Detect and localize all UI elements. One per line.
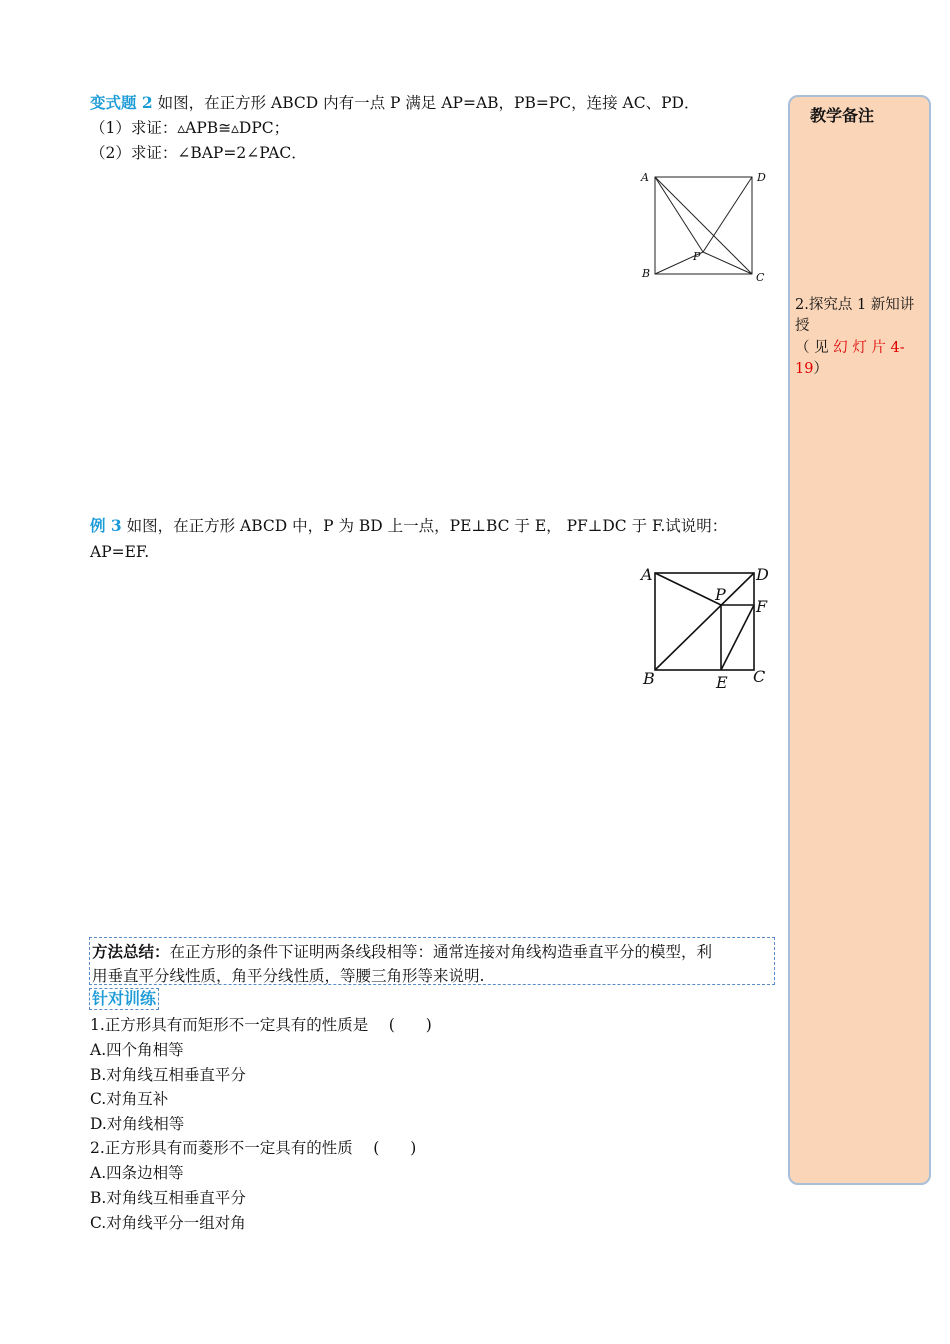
fig1-label-p: P bbox=[693, 250, 701, 263]
variant2-q1: （1）求证：▵APB≅▵DPC； bbox=[90, 119, 290, 137]
training-q1-option-a: A.四个角相等 bbox=[90, 1041, 184, 1059]
training-q1: 1.正方形具有而矩形不一定具有的性质是 ( ) bbox=[90, 1016, 432, 1034]
variant2-label: 变式题 2 bbox=[90, 93, 153, 112]
segment-ap bbox=[655, 177, 703, 252]
fig2-label-a: A bbox=[641, 565, 653, 584]
training-q2-option-b: B.对角线互相垂直平分 bbox=[90, 1189, 246, 1207]
sidebar-slide-ref: 幻 灯 片 4- bbox=[833, 340, 905, 356]
example3-stem-line bbox=[90, 516, 727, 536]
sidebar-note-3 bbox=[795, 337, 905, 359]
sidebar-note-4-post: ） bbox=[813, 361, 828, 377]
segment-ef bbox=[721, 605, 754, 670]
teaching-notes-sidebar bbox=[788, 95, 931, 1185]
example3-stem2: AP=EF. bbox=[90, 543, 150, 561]
fig2-label-b: B bbox=[643, 669, 655, 688]
fig2-label-f: F bbox=[756, 597, 768, 616]
training-title: 针对训练 bbox=[89, 988, 159, 1010]
training-q1-option-d: D.对角线相等 bbox=[90, 1115, 185, 1133]
training-q2-option-c: C.对角线平分一组对角 bbox=[90, 1214, 246, 1232]
sidebar-note-3-pre: （ 见 bbox=[795, 340, 834, 356]
sidebar-note-4 bbox=[795, 358, 828, 380]
example3-figure bbox=[635, 560, 775, 692]
segment-ap-2 bbox=[655, 573, 721, 605]
fig2-label-d: D bbox=[756, 565, 769, 584]
example3-label: 例 3 bbox=[90, 516, 122, 535]
example3-stem: 如图，在正方形 ABCD 中，P 为 BD 上一点，PE⊥BC 于 E， PF⊥DC 于 F.试说明： bbox=[121, 517, 728, 535]
fig1-label-b: B bbox=[642, 267, 651, 280]
sidebar-title: 教学备注 bbox=[810, 106, 875, 125]
summary-line-1 bbox=[92, 940, 712, 962]
training-q1-option-c: C.对角互补 bbox=[90, 1090, 169, 1108]
training-q2: 2.正方形具有而菱形不一定具有的性质 ( ) bbox=[90, 1139, 417, 1157]
segment-dp bbox=[703, 177, 752, 252]
training-q2-option-a: A.四条边相等 bbox=[90, 1164, 184, 1182]
summary-text-1: 在正方形的条件下证明两条线段相等：通常连接对角线构造垂直平分的模型，利 bbox=[169, 943, 713, 961]
fig1-label-c: C bbox=[756, 271, 765, 284]
variant2-stem-line bbox=[90, 93, 699, 113]
method-summary-box bbox=[89, 937, 775, 985]
variant2-figure bbox=[635, 165, 775, 290]
training-q1-option-b: B.对角线互相垂直平分 bbox=[90, 1066, 246, 1084]
variant2-stem: 如图，在正方形 ABCD 内有一点 P 满足 AP=AB，PB=PC，连接 AC、PD． bbox=[152, 94, 700, 112]
sidebar-note-2: 授 bbox=[795, 318, 810, 334]
fig2-label-e: E bbox=[716, 673, 728, 692]
sidebar-note-1: 2.探究点 1 新知讲 bbox=[795, 297, 915, 313]
segment-bd bbox=[655, 573, 754, 670]
sidebar-slide-ref-end: 19 bbox=[795, 361, 814, 377]
fig1-label-d: D bbox=[757, 171, 766, 184]
fig1-label-a: A bbox=[641, 171, 649, 184]
summary-text-2: 用垂直平分线性质，角平分线性质，等腰三角形等来说明. bbox=[92, 967, 485, 985]
segment-pc bbox=[703, 252, 752, 274]
fig2-label-c: C bbox=[753, 667, 766, 686]
variant2-q2: （2）求证：∠BAP=2∠PAC． bbox=[90, 144, 307, 162]
summary-label: 方法总结： bbox=[92, 942, 170, 961]
fig2-label-p: P bbox=[715, 585, 726, 604]
segment-ac bbox=[655, 177, 752, 274]
